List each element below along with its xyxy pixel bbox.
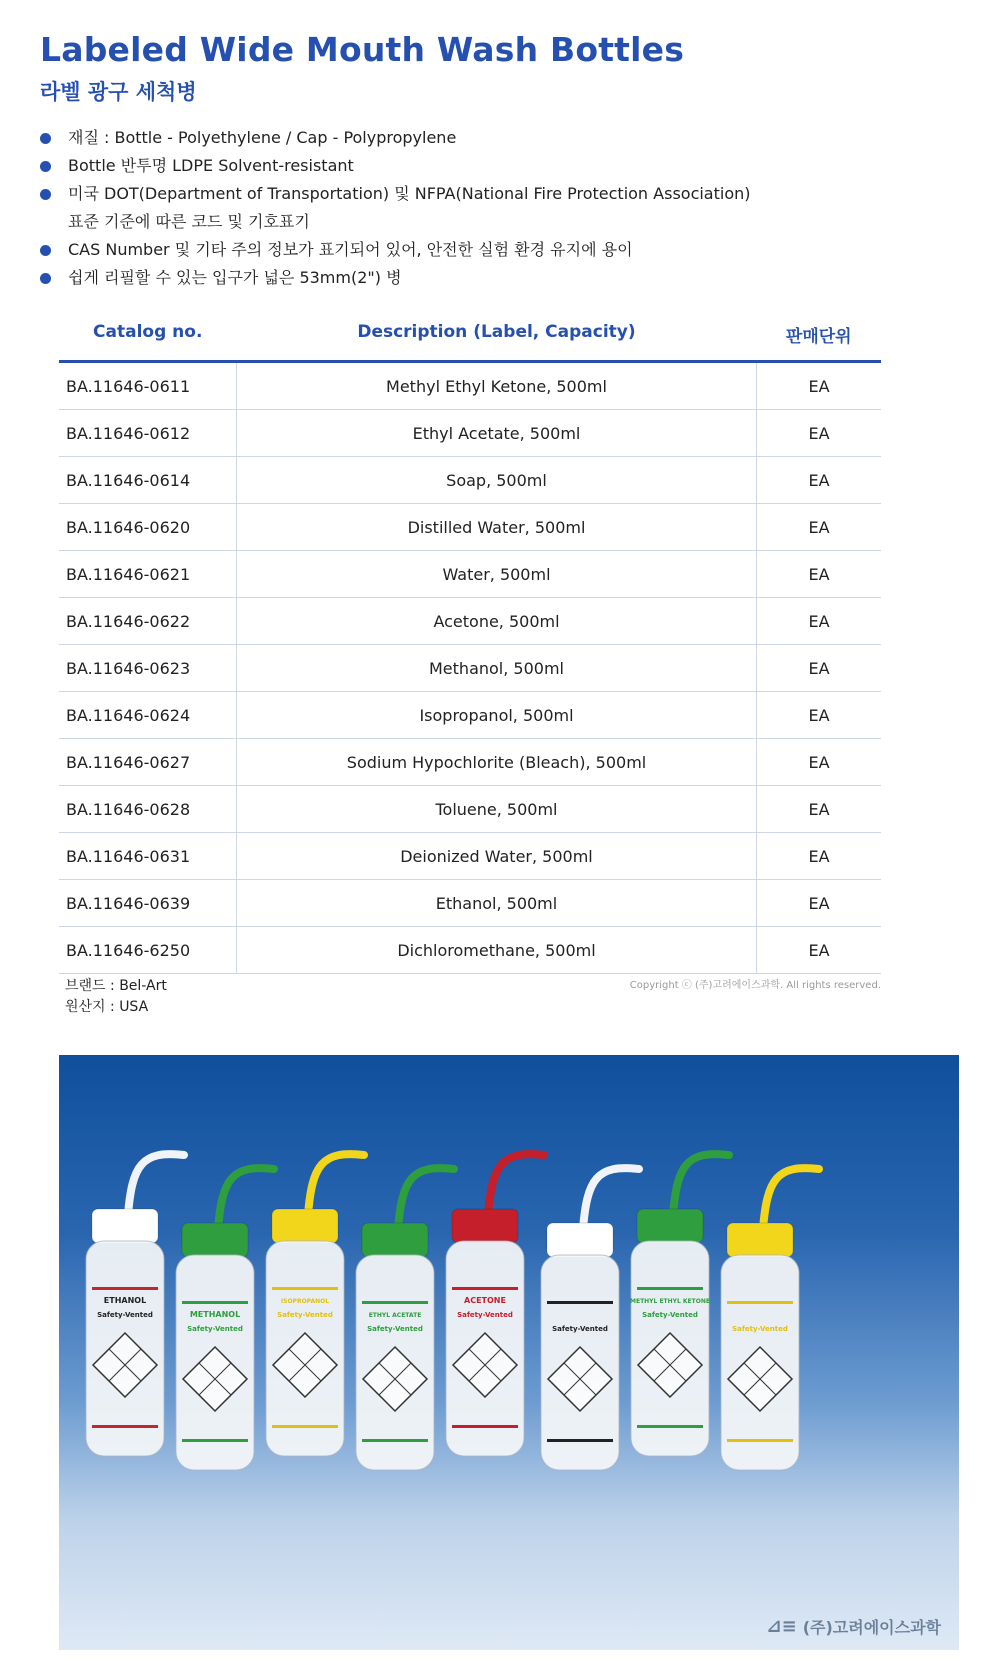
- catalog-number-cell: BA.11646-6250: [59, 927, 237, 974]
- feature-text-continued: 표준 기준에 따른 코드 및 기호표기: [68, 212, 310, 231]
- bottle-label-text: ETHANOL: [103, 1296, 147, 1305]
- unit-cell: EA: [757, 645, 882, 692]
- bottle: [176, 1168, 274, 1470]
- bottle-label-text: ACETONE: [464, 1296, 506, 1305]
- unit-cell: EA: [757, 504, 882, 551]
- bottle-spout: [398, 1168, 454, 1229]
- table-row: [59, 504, 881, 551]
- bottle-spout: [488, 1154, 544, 1215]
- safety-vented-text: Safety-Vented: [367, 1325, 423, 1333]
- feature-item: [40, 236, 840, 264]
- bottles-illustration: [59, 1055, 959, 1650]
- label-stripe: [452, 1287, 518, 1290]
- label-stripe: [92, 1287, 158, 1290]
- label-stripe: [92, 1425, 158, 1428]
- table-row: [59, 739, 881, 786]
- table-row: [59, 598, 881, 645]
- feature-item: [40, 180, 840, 236]
- feature-list: [40, 124, 840, 292]
- bottle-label-text: METHANOL: [189, 1310, 241, 1319]
- feature-text: Bottle 반투명 LDPE Solvent-resistant: [68, 156, 354, 175]
- bottle-cap: [727, 1223, 793, 1257]
- label-stripe: [547, 1439, 613, 1442]
- bottle: [541, 1168, 639, 1470]
- feature-text: 미국 DOT(Department of Transportation) 및 NFPA(National Fire Protection Association): [68, 184, 751, 203]
- feature-item: [40, 152, 840, 180]
- catalog-number-cell: BA.11646-0623: [59, 645, 237, 692]
- bottle-cap: [182, 1223, 248, 1257]
- header-unit: 판매단위: [757, 322, 882, 362]
- header-catalog-no: Catalog no.: [59, 322, 237, 362]
- safety-vented-text: Safety-Vented: [97, 1311, 153, 1319]
- bottle: [266, 1154, 364, 1456]
- bottle-cap: [272, 1209, 338, 1243]
- unit-cell: EA: [757, 880, 882, 927]
- table-header-row: [59, 322, 881, 362]
- bottle-spout: [308, 1154, 364, 1215]
- unit-cell: EA: [757, 692, 882, 739]
- label-stripe: [362, 1301, 428, 1304]
- description-cell: Sodium Hypochlorite (Bleach), 500ml: [237, 739, 757, 786]
- description-cell: Distilled Water, 500ml: [237, 504, 757, 551]
- unit-cell: EA: [757, 833, 882, 880]
- description-cell: Soap, 500ml: [237, 457, 757, 504]
- table-row: [59, 692, 881, 739]
- catalog-number-cell: BA.11646-0627: [59, 739, 237, 786]
- table-row: [59, 880, 881, 927]
- description-cell: Deionized Water, 500ml: [237, 833, 757, 880]
- bullet-icon: [40, 189, 51, 200]
- label-stripe: [727, 1301, 793, 1304]
- catalog-number-cell: BA.11646-0612: [59, 410, 237, 457]
- description-cell: Water, 500ml: [237, 551, 757, 598]
- table-row: [59, 410, 881, 457]
- label-stripe: [182, 1301, 248, 1304]
- bottle-cap: [92, 1209, 158, 1243]
- catalog-number-cell: BA.11646-0611: [59, 362, 237, 410]
- label-stripe: [272, 1425, 338, 1428]
- bottle-label-text: METHYL ETHYL KETONE: [630, 1298, 710, 1305]
- bottle-cap: [637, 1209, 703, 1243]
- table-row: [59, 927, 881, 974]
- label-stripe: [547, 1301, 613, 1304]
- catalog-number-cell: BA.11646-0639: [59, 880, 237, 927]
- page-title: Labeled Wide Mouth Wash Bottles: [40, 30, 685, 69]
- safety-vented-text: Safety-Vented: [642, 1311, 698, 1319]
- bottle: [721, 1168, 819, 1470]
- description-cell: Isopropanol, 500ml: [237, 692, 757, 739]
- feature-text: CAS Number 및 기타 주의 정보가 표기되어 있어, 안전한 실험 환경 유지에 용이: [68, 240, 633, 259]
- description-cell: Methyl Ethyl Ketone, 500ml: [237, 362, 757, 410]
- logo-mark-icon: ⊿≡: [766, 1616, 797, 1637]
- catalog-number-cell: BA.11646-0631: [59, 833, 237, 880]
- table-row: [59, 645, 881, 692]
- bottle-cap: [362, 1223, 428, 1257]
- bottle-spout: [218, 1168, 274, 1229]
- safety-vented-text: Safety-Vented: [732, 1325, 788, 1333]
- brand-info: [65, 976, 167, 1018]
- description-cell: Dichloromethane, 500ml: [237, 927, 757, 974]
- description-cell: Ethanol, 500ml: [237, 880, 757, 927]
- catalog-number-cell: BA.11646-0620: [59, 504, 237, 551]
- copyright-note: Copyright ⓒ (주)고려에이스과학. All rights reserved.: [629, 980, 881, 991]
- bottle-spout: [673, 1154, 729, 1215]
- bottle-label-text: ETHYL ACETATE: [368, 1312, 422, 1319]
- table-row: [59, 457, 881, 504]
- product-photo: [59, 1055, 959, 1650]
- unit-cell: EA: [757, 786, 882, 833]
- brand-line: 브랜드 : Bel-Art: [65, 978, 167, 994]
- unit-cell: EA: [757, 457, 882, 504]
- unit-cell: EA: [757, 410, 882, 457]
- table-row: [59, 786, 881, 833]
- table-row: [59, 362, 881, 410]
- catalog-number-cell: BA.11646-0622: [59, 598, 237, 645]
- feature-item: [40, 124, 840, 152]
- header-description: Description (Label, Capacity): [237, 322, 757, 362]
- bottle: [86, 1154, 184, 1456]
- safety-vented-text: Safety-Vented: [552, 1325, 608, 1333]
- unit-cell: EA: [757, 927, 882, 974]
- safety-vented-text: Safety-Vented: [187, 1325, 243, 1333]
- unit-cell: EA: [757, 598, 882, 645]
- table-row: [59, 551, 881, 598]
- feature-item: [40, 264, 840, 292]
- safety-vented-text: Safety-Vented: [457, 1311, 513, 1319]
- catalog-table: [59, 322, 881, 974]
- label-stripe: [637, 1287, 703, 1290]
- label-stripe: [272, 1287, 338, 1290]
- description-cell: Ethyl Acetate, 500ml: [237, 410, 757, 457]
- safety-vented-text: Safety-Vented: [277, 1311, 333, 1319]
- label-stripe: [637, 1425, 703, 1428]
- bottle-spout: [128, 1154, 184, 1215]
- bottle-cap: [547, 1223, 613, 1257]
- description-cell: Toluene, 500ml: [237, 786, 757, 833]
- origin-line: 원산지 : USA: [65, 999, 149, 1015]
- company-logo: [767, 1615, 941, 1638]
- unit-cell: EA: [757, 551, 882, 598]
- description-cell: Methanol, 500ml: [237, 645, 757, 692]
- bullet-icon: [40, 273, 51, 284]
- label-stripe: [452, 1425, 518, 1428]
- table-row: [59, 833, 881, 880]
- catalog-number-cell: BA.11646-0628: [59, 786, 237, 833]
- catalog-number-cell: BA.11646-0621: [59, 551, 237, 598]
- bottle-cap: [452, 1209, 518, 1243]
- page-subtitle: 라벨 광구 세척병: [40, 80, 197, 104]
- bottle-label-text: ISOPROPANOL: [280, 1298, 330, 1305]
- bottle-spout: [583, 1168, 639, 1229]
- bottle: [630, 1154, 729, 1456]
- label-stripe: [182, 1439, 248, 1442]
- bullet-icon: [40, 133, 51, 144]
- bottle-spout: [763, 1168, 819, 1229]
- bullet-icon: [40, 245, 51, 256]
- description-cell: Acetone, 500ml: [237, 598, 757, 645]
- logo-text: (주)고려에이스과학: [802, 1618, 941, 1637]
- bottle: [356, 1168, 454, 1470]
- catalog-number-cell: BA.11646-0614: [59, 457, 237, 504]
- catalog-number-cell: BA.11646-0624: [59, 692, 237, 739]
- bullet-icon: [40, 161, 51, 172]
- feature-text: 쉽게 리필할 수 있는 입구가 넓은 53mm(2") 병: [68, 268, 402, 287]
- table-body: [59, 362, 881, 974]
- label-stripe: [362, 1439, 428, 1442]
- unit-cell: EA: [757, 739, 882, 786]
- bottle: [446, 1154, 544, 1456]
- label-stripe: [727, 1439, 793, 1442]
- unit-cell: EA: [757, 362, 882, 410]
- feature-text: 재질 : Bottle - Polyethylene / Cap - Polypropylene: [68, 128, 457, 147]
